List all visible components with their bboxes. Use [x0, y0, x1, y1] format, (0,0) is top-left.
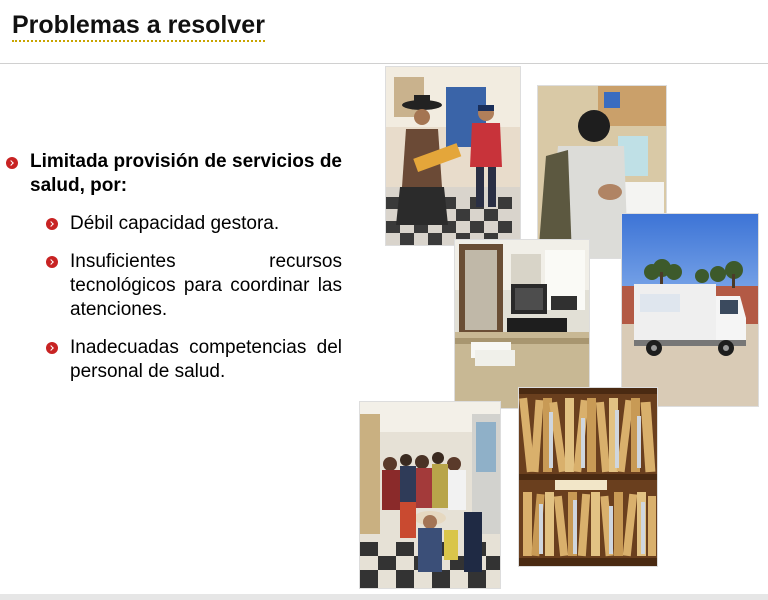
photo-office-computer-desk [455, 240, 589, 408]
header-divider [0, 63, 768, 64]
sub-point-1: Débil capacidad gestora. [70, 213, 280, 234]
sub-point-2: Insuficientes recursos tecnológicos para coordinar las atenciones. [70, 251, 342, 320]
photo-crowded-hallway [360, 402, 500, 588]
bullet-icon [6, 157, 18, 169]
main-point: Limitada provisión de servicios de salud, por: [30, 151, 342, 196]
bullet-icon [46, 218, 58, 230]
photo-women-carrying-documents [386, 67, 520, 245]
photo-archive-shelves-folders [519, 388, 657, 566]
sub-point-3: Inadecuadas competencias del personal de salud. [70, 337, 342, 382]
bullet-icon [46, 342, 58, 354]
bullet-icon [46, 256, 58, 268]
bottom-bar [0, 594, 768, 600]
page-title: Problemas a resolver [12, 10, 265, 42]
photo-mobile-health-truck [622, 214, 758, 406]
